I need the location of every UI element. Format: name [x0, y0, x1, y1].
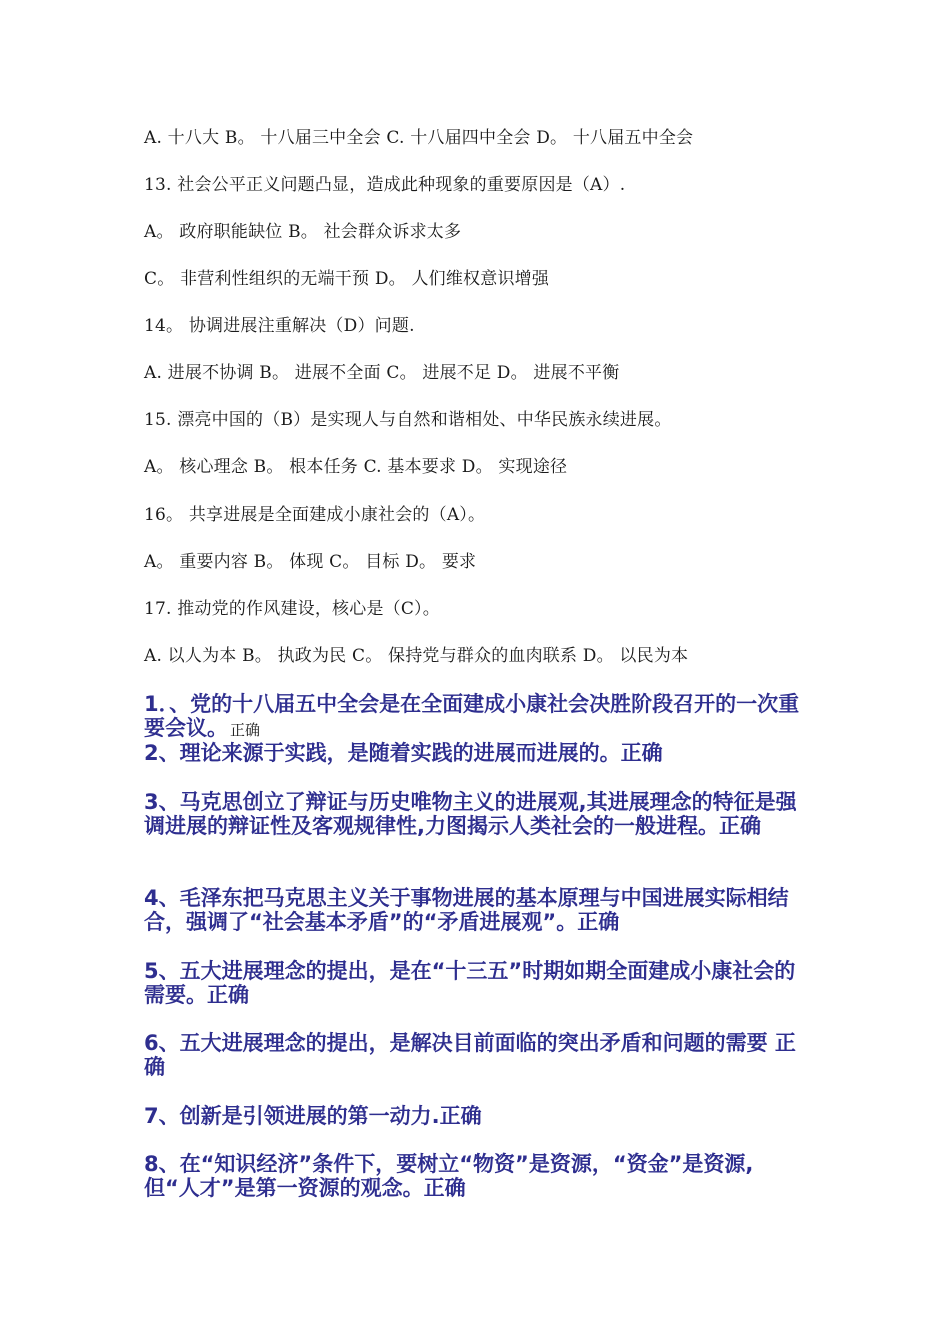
- question-17-options: A. 以人为本 B。 执政为民 C。 保持党与群众的血肉联系 D。 以民为本: [144, 646, 689, 666]
- question-13-options-ab: A。 政府职能缺位 B。 社会群众诉求太多: [144, 222, 462, 242]
- true-false-item-1: [144, 692, 809, 742]
- true-false-item-2: 2、理论来源于实践，是随着实践的进展而进展的。正确: [144, 741, 663, 765]
- question-15-options: A。 核心理念 B。 根本任务 C. 基本要求 D。 实现途径: [144, 457, 568, 477]
- true-false-item-8: 8、在“知识经济”条件下，要树立“物资”是资源，“资金”是资源,但“人才”是第一资源的观念。正确: [144, 1152, 754, 1200]
- question-14-stem: 14。 协调进展注重解决（D）问题.: [144, 316, 415, 336]
- question-17-stem: 17. 推动党的作风建设，核心是（C）。: [144, 599, 440, 619]
- question-13-options-cd: C。 非营利性组织的无端干预 D。 人们维权意识增强: [144, 269, 550, 289]
- question-15-stem: 15. 漂亮中国的（B）是实现人与自然和谐相处、中华民族永续进展。: [144, 410, 672, 430]
- question-12-options: A. 十八大 B。 十八届三中全会 C. 十八届四中全会 D。 十八届五中全会: [144, 128, 694, 148]
- true-false-item-5: 5、五大进展理念的提出，是在“十三五”时期如期全面建成小康社会的需要。正确: [144, 959, 796, 1007]
- answer-label: 正确: [230, 721, 261, 739]
- true-false-item-3: 3、马克思创立了辩证与历史唯物主义的进展观,其进展理念的特征是强调进展的辩证性及客观规律性,力图揭示人类社会的一般进程。正确: [144, 790, 797, 838]
- question-13-stem: 13. 社会公平正义问题凸显，造成此种现象的重要原因是（A）.: [144, 175, 626, 195]
- true-false-item-4: 4、毛泽东把马克思主义关于事物进展的基本原理与中国进展实际相结合，强调了“社会基本矛盾”的“矛盾进展观”。正确: [144, 886, 789, 934]
- question-16-options: A。 重要内容 B。 体现 C。 目标 D。 要求: [144, 552, 477, 572]
- true-false-item-6: 6、五大进展理念的提出，是解决目前面临的突出矛盾和问题的需要 正确: [144, 1031, 796, 1079]
- question-16-stem: 16。 共享进展是全面建成小康社会的（A）。: [144, 505, 486, 525]
- true-false-item-7: 7、创新是引领进展的第一动力.正确: [144, 1104, 482, 1128]
- item-text: 1．、党的十八届五中全会是在全面建成小康社会决胜阶段召开的一次重要会议。: [144, 692, 800, 740]
- question-14-options: A. 进展不协调 B。 进展不全面 C。 进展不足 D。 进展不平衡: [144, 363, 620, 383]
